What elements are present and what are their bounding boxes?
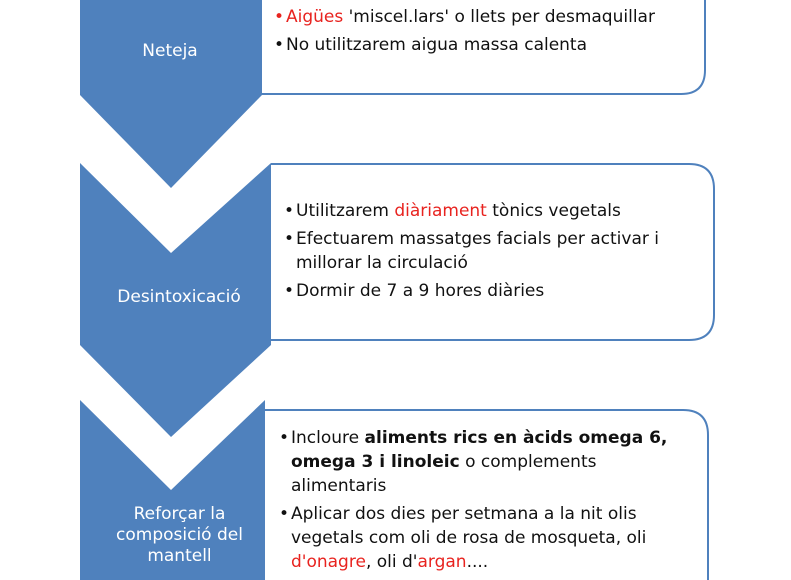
step-1-label: Neteja [142,41,198,61]
bullet-item [274,5,694,29]
bullet-dot-icon: • [279,428,290,448]
step-2-bullets [284,199,689,303]
step-1-chevron [80,0,262,188]
bullet-text: No utilitzarem aigua massa calenta [286,35,588,55]
bullet-item [279,426,679,498]
bullet-text: argan [417,552,467,572]
step-2-label: Desintoxicació [117,287,241,307]
step-3-bullets [279,426,679,574]
bullet-item [284,227,689,275]
bullet-item [279,502,679,574]
step-1-bullets [274,5,694,57]
bullet-text: Incloure [291,428,365,448]
bullet-item [284,199,689,223]
bullet-dot-icon: • [284,229,295,249]
bullet-text: Utilitzarem [296,201,395,221]
bullet-dot-icon: • [274,7,285,27]
step-3-label: Reforçar la composició del mantell [116,504,243,566]
bullet-text: Efectuarem massatges facials per activar i millorar la circulació [296,229,659,273]
bullet-dot-icon: • [284,201,295,221]
bullet-dot-icon: • [284,281,295,301]
bullet-text: , oli d' [365,552,418,572]
bullet-item [274,33,694,57]
bullet-text: Aplicar dos dies per setmana a la nit olis vegetals com oli de rosa de mosqueta, oli [291,504,647,548]
bullet-text: .... [466,552,489,572]
bullet-text: tònics vegetals [486,201,621,221]
bullet-text: 'miscel.lars' o llets per desmaquillar [343,7,655,27]
bullet-text: aliments rics en àcids omega 6, omega 3 i linoleic [291,428,668,472]
bullet-text: diàriament [394,201,487,221]
bullet-dot-icon: • [279,504,290,524]
bullet-item [284,279,689,303]
bullet-text: Aigües [286,7,344,27]
bullet-text: o complements alimentaris [291,452,597,496]
bullet-dot-icon: • [274,35,285,55]
bullet-text: Dormir de 7 a 9 hores diàries [296,281,545,301]
bullet-text: d'onagre [291,552,366,572]
